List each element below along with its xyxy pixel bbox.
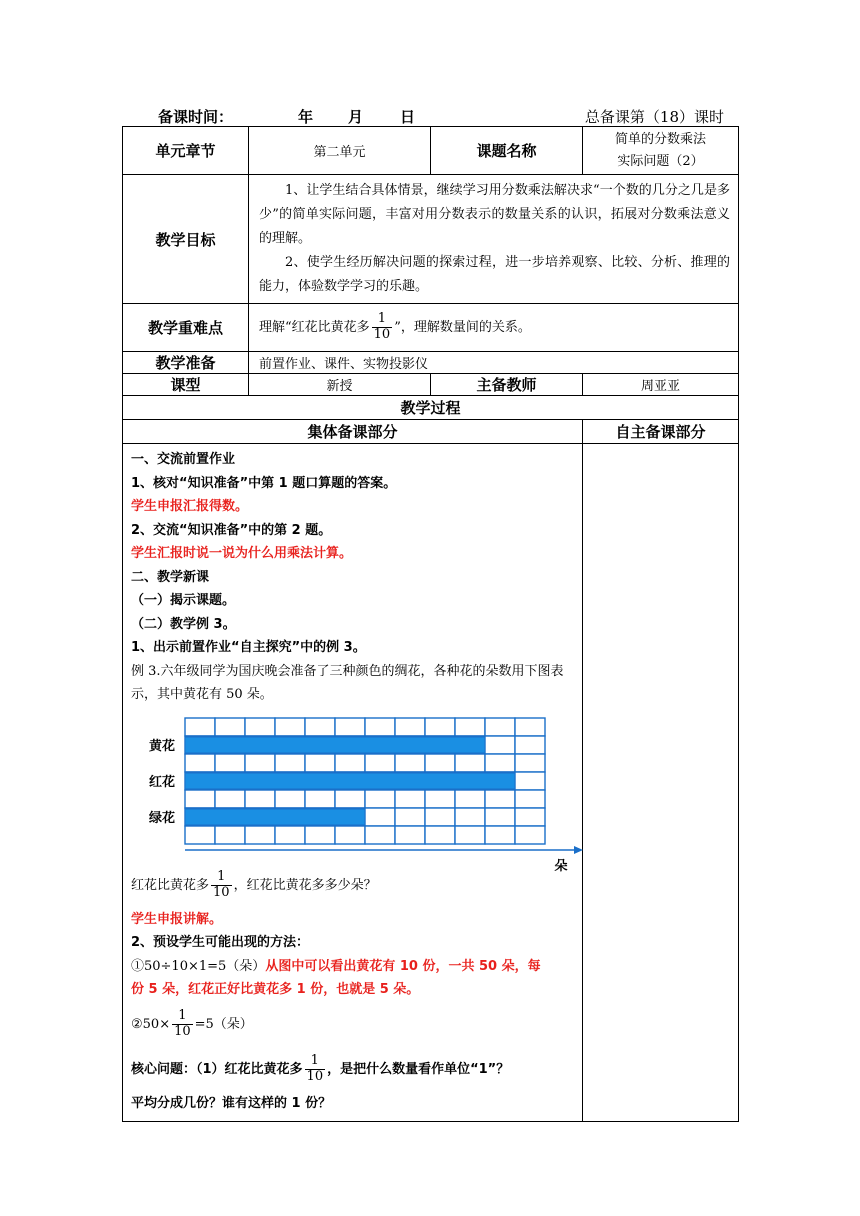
teacher-label: 主备教师 [431, 374, 583, 396]
core-fraction-denominator: 10 [306, 1068, 324, 1084]
grid-cell [485, 808, 515, 826]
goal-1: 1、让学生结合具体情景，继续学习用分数乘法解决求“一个数的几分之几是多少”的简单实际问题，丰富对用分数表示的数量关系的认识，拓展对分数乘法意义的理解。 [259, 183, 730, 246]
group-content [123, 444, 583, 1122]
grid-cell [515, 754, 545, 772]
grid-cell [515, 772, 545, 790]
grid-cell [515, 808, 545, 826]
topic-value-line2: 实际问题（2） [617, 153, 704, 169]
year-label: 年 [298, 108, 314, 126]
methods-title: 2、预设学生可能出现的方法： [131, 935, 310, 950]
lesson-plan-table [122, 126, 739, 1122]
prep-label: 教学准备 [123, 352, 249, 374]
key-text [249, 304, 739, 352]
grid-cell [305, 826, 335, 844]
grid-cell [215, 754, 245, 772]
grid-cell [305, 790, 335, 808]
section-2-sub-2-item-1: 1、出示前置作业“自主探究”中的例 3。 [131, 640, 366, 655]
grid-cell [365, 754, 395, 772]
prep-value: 前置作业、课件、实物投影仪 [249, 352, 739, 374]
core-fraction-numerator: 1 [305, 1054, 326, 1070]
unit-label: 单元章节 [123, 127, 249, 175]
self-content [583, 444, 739, 1122]
day-label: 日 [400, 108, 416, 126]
category-label-1: 黄花 [148, 738, 175, 754]
grid-cell [275, 790, 305, 808]
question-line [131, 864, 578, 908]
grid-cell [365, 808, 395, 826]
goals-text [249, 175, 739, 304]
grid-cell [455, 790, 485, 808]
section-2-sub-2: （二）教学例 3。 [131, 616, 236, 632]
grid-cell [185, 790, 215, 808]
grid-cell [455, 754, 485, 772]
grid-cell [365, 826, 395, 844]
grid-cell [425, 790, 455, 808]
grid-cell [305, 718, 335, 736]
section-1-item-2-note: 学生汇报时说一说为什么用乘法计算。 [131, 546, 353, 561]
question-after: ，红花比黄花多多少朵？ [233, 877, 377, 893]
key-label: 教学重难点 [123, 304, 249, 352]
fraction-one-tenth [372, 312, 393, 343]
core-question-line1 [131, 1048, 578, 1092]
method-2-before: ②50× [131, 1016, 171, 1032]
grid-cell [515, 736, 545, 754]
grid-cell [395, 826, 425, 844]
method-1-note-2: 份 5 朵，红花正好比黄花多 1 份，也就是 5 朵。 [131, 982, 420, 997]
group-title: 集体备课部分 [123, 420, 583, 444]
grid-cell [215, 718, 245, 736]
grid-cell [425, 826, 455, 844]
grid-cell [335, 718, 365, 736]
question-before: 红花比黄花多 [131, 877, 210, 893]
self-title: 自主备课部分 [583, 420, 739, 444]
grid-cell [455, 808, 485, 826]
grid-cell [455, 718, 485, 736]
grid-cell [515, 790, 545, 808]
category-label-2: 红花 [148, 774, 175, 790]
grid-cell [485, 790, 515, 808]
question-fraction-denominator: 10 [213, 884, 230, 900]
unit-label: 朵 [554, 858, 568, 874]
goals-label: 教学目标 [123, 175, 249, 304]
method-2-fraction [172, 1009, 193, 1040]
bar-1 [185, 737, 485, 753]
grid-cell [425, 754, 455, 772]
teacher-value: 周亚亚 [583, 374, 739, 396]
topic-value-line1: 简单的分数乘法 [614, 131, 706, 147]
grid-cell [275, 754, 305, 772]
category-label-3: 绿花 [148, 810, 175, 826]
fraction-denominator: 10 [373, 327, 391, 342]
grid-cell [365, 718, 395, 736]
grid-cell [485, 718, 515, 736]
grid-cell [515, 826, 545, 844]
core-fraction [305, 1054, 326, 1085]
month-label: 月 [348, 108, 364, 126]
grid-cell [365, 790, 395, 808]
grid-cell [335, 754, 365, 772]
bar-3 [185, 809, 365, 825]
section-1-item-2: 2、交流“知识准备”中的第 2 题。 [131, 522, 332, 538]
bar-2 [185, 773, 515, 789]
core-after: ，是把什么数量看作单位“1”？ [327, 1061, 510, 1077]
question-fraction-numerator: 1 [211, 870, 232, 886]
method-1-calc: ①50÷10×1=5（朵） [131, 958, 266, 974]
section-2-title: 二、教学新课 [131, 569, 210, 585]
grid-cell [395, 790, 425, 808]
grid-cell [215, 790, 245, 808]
grid-cell [485, 754, 515, 772]
grid-cell [245, 718, 275, 736]
type-value: 新授 [249, 374, 431, 396]
grid-cell [455, 826, 485, 844]
grid-cell [275, 718, 305, 736]
grid-cell [395, 718, 425, 736]
total-lesson-label: 总备课第（18）课时 [584, 108, 724, 126]
goal-2: 2、使学生经历解决问题的探索过程，进一步培养观察、比较、分析、推理的能力，体验数学学习的乐趣。 [259, 255, 730, 294]
header [122, 104, 738, 126]
key-text-before: 理解“红花比黄花多 [259, 320, 370, 335]
grid-cell [185, 826, 215, 844]
section-1-item-1: 1、核对“知识准备”中第 1 题口算题的答案。 [131, 475, 397, 491]
grid-cell [485, 736, 515, 754]
method-1-line1 [131, 955, 578, 979]
grid-cell [515, 718, 545, 736]
method-1-note-1: 从图中可以看出黄花有 10 份，一共 50 朵，每 [265, 958, 541, 974]
topic-label: 课题名称 [431, 127, 583, 175]
grid-cell [305, 754, 335, 772]
question-fraction [211, 870, 232, 901]
section-2-sub-1: （一）揭示课题。 [131, 593, 236, 608]
grid-cell [275, 826, 305, 844]
flower-bar-chart [131, 716, 587, 874]
grid-cell [245, 754, 275, 772]
grid-cell [335, 826, 365, 844]
unit-value: 第二单元 [249, 127, 431, 175]
section-1-title: 一、交流前置作业 [131, 452, 236, 467]
grid-cell [425, 808, 455, 826]
process-title: 教学过程 [123, 396, 739, 420]
type-label: 课型 [123, 374, 249, 396]
method-2-fraction-numerator: 1 [172, 1009, 193, 1025]
section-1-item-1-note: 学生申报汇报得数。 [131, 499, 249, 514]
example-3-text: 例 3.六年级同学为国庆晚会准备了三种颜色的绸花，各种花的朵数用下图表示，其中黄花有 50 朵。 [131, 663, 564, 702]
prep-time-label: 备课时间： [158, 108, 234, 126]
grid-cell [485, 826, 515, 844]
core-question-line2: 平均分成几份？谁有这样的 1 份？ [131, 1095, 332, 1111]
grid-cell [185, 754, 215, 772]
grid-cell [425, 718, 455, 736]
grid-cell [245, 790, 275, 808]
question-note: 学生申报讲解。 [131, 911, 223, 927]
grid-cell [185, 718, 215, 736]
topic-value [583, 127, 739, 175]
grid-cell [395, 808, 425, 826]
method-2-fraction-denominator: 10 [174, 1023, 191, 1039]
method-2-line [131, 1002, 578, 1048]
grid-cell [335, 790, 365, 808]
grid-cell [395, 754, 425, 772]
core-before: 核心问题：（1）红花比黄花多 [131, 1061, 303, 1077]
key-text-after: ”，理解数量间的关系。 [394, 320, 531, 335]
fraction-numerator: 1 [372, 312, 393, 328]
grid-cell [215, 826, 245, 844]
grid-cell [245, 826, 275, 844]
method-2-after: =5（朵） [194, 1016, 253, 1032]
